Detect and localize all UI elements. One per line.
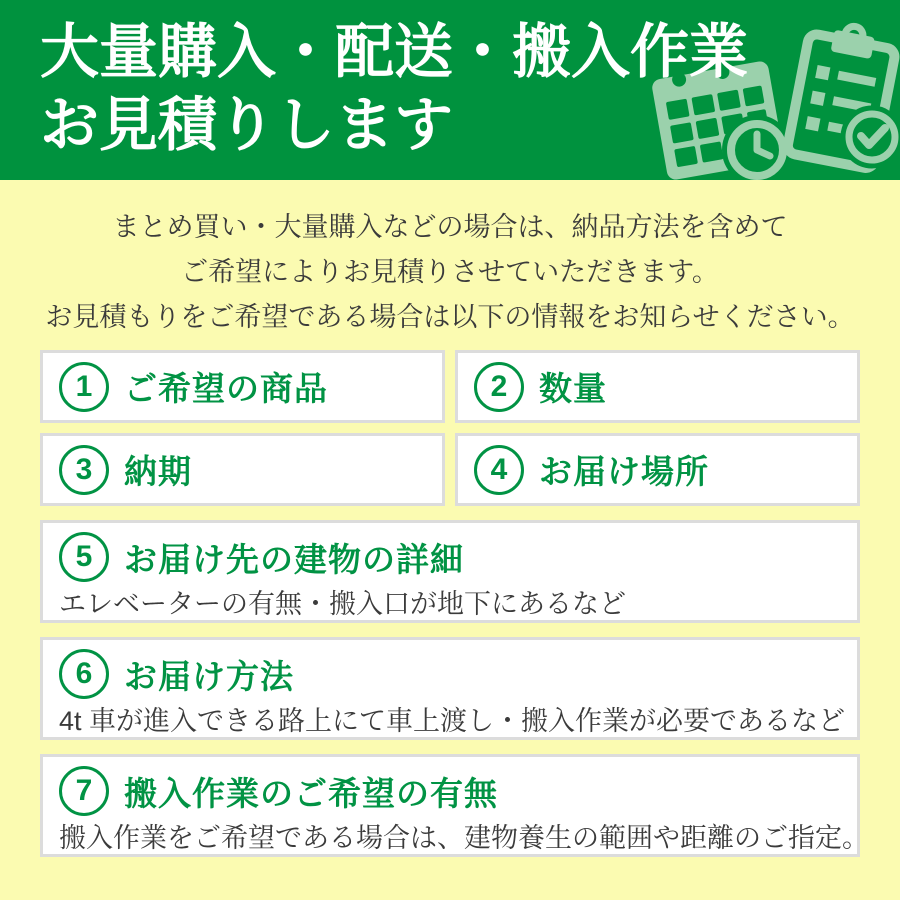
item-title: 搬入作業のご希望の有無 [124, 774, 498, 812]
intro-line: お見積もりをご希望である場合は以下の情報をお知らせください。 [45, 302, 855, 332]
number-badge: 1 [59, 362, 109, 412]
item-note: 4t 車が進入できる路上にて車上渡し・搬入作業が必要であるなど [59, 706, 846, 736]
number-badge: 5 [59, 532, 109, 582]
item-box-desired-products [40, 350, 445, 423]
item-title: お届け先の建物の詳細 [124, 540, 464, 578]
item-box-building-details [40, 520, 860, 623]
intro-line: ご希望によりお見積りさせていただきます。 [181, 257, 719, 287]
item-title: 数量 [539, 370, 607, 407]
item-box-carry-in-work [40, 754, 869, 857]
item-title: 納期 [124, 453, 192, 490]
number-badge: 6 [59, 649, 109, 699]
item-box-delivery-date [40, 433, 445, 506]
item-box-delivery-location [455, 433, 860, 506]
intro-line: まとめ買い・大量購入などの場合は、納品方法を含めて [112, 212, 788, 242]
number-badge: 4 [474, 445, 524, 495]
intro-text [0, 180, 900, 340]
item-note: 搬入作業をご希望である場合は、建物養生の範囲や距離のご指定。 [59, 823, 869, 853]
item-title: お届け方法 [124, 657, 294, 695]
page-title [40, 16, 748, 162]
item-note: エレベーターの有無・搬入口が地下にあるなど [59, 589, 626, 619]
item-title: お届け場所 [539, 453, 709, 490]
check-circle-icon [845, 110, 899, 164]
page-title-line1: 大量購入・配送・搬入作業 [40, 19, 749, 85]
number-badge: 2 [474, 362, 524, 412]
item-box-quantity [455, 350, 860, 423]
required-info-list [40, 350, 869, 857]
item-title: ご希望の商品 [124, 370, 328, 407]
number-badge: 7 [59, 766, 109, 816]
item-box-delivery-method [40, 637, 860, 740]
page-title-line2: お見積りします [40, 92, 454, 158]
header [0, 0, 900, 180]
number-badge: 3 [59, 445, 109, 495]
